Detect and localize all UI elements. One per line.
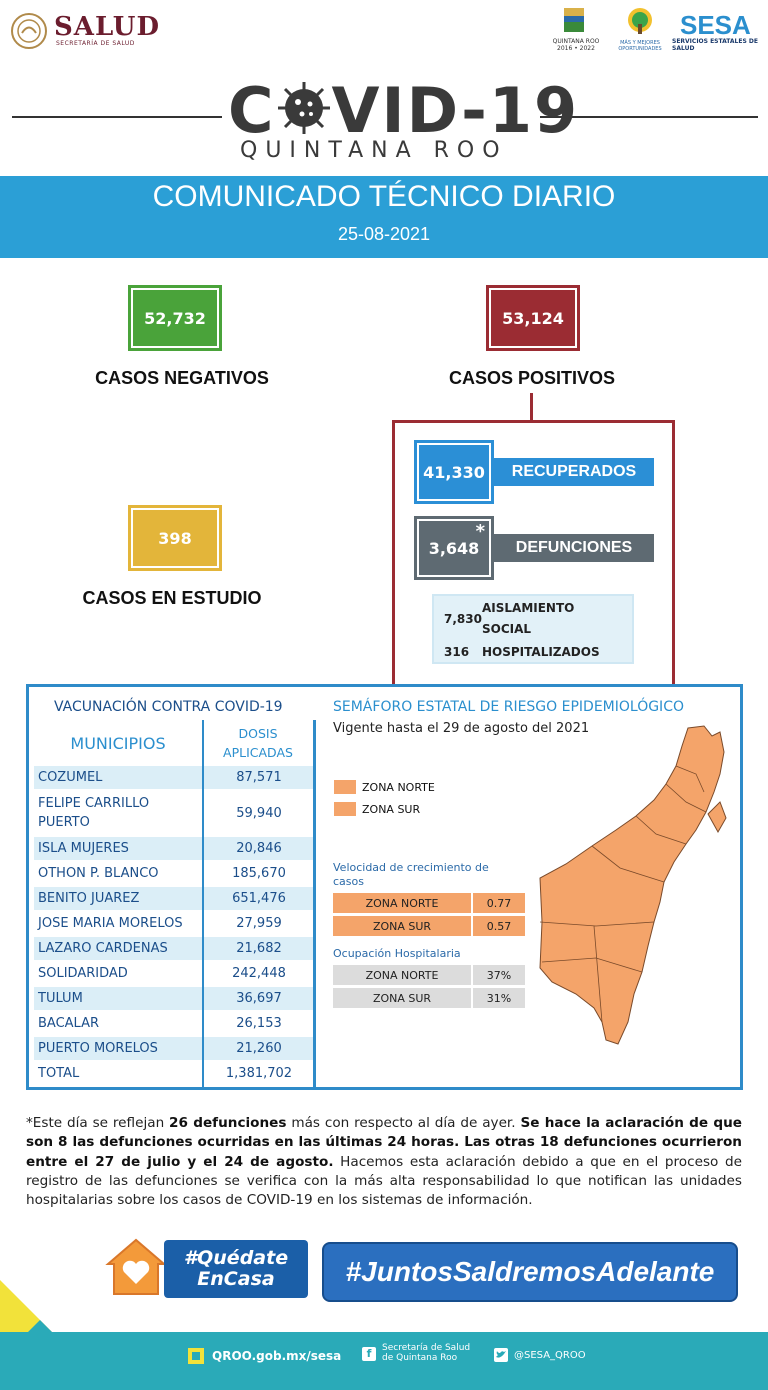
legend-norte [334, 780, 435, 794]
footnote-bold-1: 26 defunciones [169, 1115, 287, 1131]
hospitalizados-label: HOSPITALIZADOS [482, 645, 600, 659]
municipio-cell: JOSE MARIA MORELOS [38, 915, 183, 931]
dosis-cell: 185,670 [202, 862, 314, 885]
dosis-cell: 242,448 [202, 962, 314, 985]
dosis-cell: 21,682 [202, 937, 314, 960]
salud-subtitle: SECRETARÍA DE SALUD [56, 40, 135, 47]
vacunacion-row [34, 766, 314, 791]
velocidad-title: Velocidad de crecimiento de casos [333, 861, 489, 889]
recuperados-label: RECUPERADOS [494, 458, 654, 486]
footer-facebook-label [382, 1344, 470, 1364]
footnote-part-2: más con respecto al día de ayer. [286, 1115, 521, 1131]
col-dosis [202, 720, 314, 766]
dosis-cell: 20,846 [202, 837, 314, 860]
footnote-part-1: *Este día se reflejan [26, 1115, 170, 1131]
ocupacion-row [333, 965, 525, 985]
virus-icon [276, 78, 332, 128]
velocidad-zona: ZONA SUR [333, 916, 471, 936]
vacunacion-title: VACUNACIÓN CONTRA COVID-19 [54, 699, 283, 715]
footer-web[interactable] [186, 1346, 341, 1366]
velocidad-table [333, 893, 525, 939]
municipio-cell: TOTAL [38, 1065, 80, 1081]
ocupacion-valor: 37% [473, 965, 525, 985]
vacunacion-row [34, 1037, 314, 1062]
vacunacion-row [34, 791, 314, 837]
vacunacion-row [34, 912, 314, 937]
dosis-cell: 26,153 [202, 1012, 314, 1035]
dosis-cell: 59,940 [202, 791, 314, 835]
aislamiento-value: 7,830 [444, 612, 482, 626]
quedate-en-casa-badge [164, 1240, 308, 1298]
vacunacion-row [34, 987, 314, 1012]
footnote-bold-2: Se hace la aclaración de que son 8 las defunciones ocurridas en las últimas 24 horas. Las otras 18 defunciones ocurrieron entre el 27 de julio y el 24 de agosto. [26, 1115, 742, 1170]
legend-norte-swatch [334, 780, 356, 794]
positivos-value: 53,124 [491, 290, 575, 346]
quedate-line2: EnCasa [197, 1267, 275, 1290]
velocidad-row [333, 916, 525, 936]
dosis-cell: 1,381,702 [202, 1062, 314, 1085]
dosis-cell: 87,571 [202, 766, 314, 789]
mas-oportunidades-text: MÁS Y MEJORES OPORTUNIDADES [618, 40, 662, 52]
vacunacion-row [34, 1012, 314, 1037]
positivos-connector [530, 393, 533, 421]
ocupacion-zona: ZONA SUR [333, 988, 471, 1008]
footnote [26, 1114, 742, 1210]
sesa-logo-text: SESA [680, 10, 751, 40]
ocupacion-table [333, 965, 525, 1011]
defunciones-value-wrap [419, 521, 489, 575]
municipio-cell: TULUM [34, 987, 202, 1010]
positivos-label: CASOS POSITIVOS [448, 368, 616, 388]
velocidad-row [333, 893, 525, 913]
semaforo-vigente: Vigente hasta el 29 de agosto del 2021 [333, 721, 590, 736]
ocupacion-valor: 31% [473, 988, 525, 1008]
vacunacion-rows [34, 766, 314, 1087]
col-dosis-line1: DOSIS [238, 726, 278, 741]
vacunacion-row [34, 837, 314, 862]
hospitalizados-value: 316 [444, 645, 470, 659]
positivos-box [486, 285, 580, 351]
juntos-saldremos-badge: #JuntosSaldremosAdelante [322, 1242, 738, 1302]
municipio-cell: FELIPE CARRILLO PUERTO [38, 795, 150, 830]
municipio-cell: OTHON P. BLANCO [38, 865, 159, 881]
vacunacion-row [34, 1062, 314, 1087]
dosis-cell: 27,959 [202, 912, 314, 935]
ocupacion-row [333, 988, 525, 1008]
municipio-cell: PUERTO MORELOS [34, 1037, 202, 1060]
negativos-box [128, 285, 222, 351]
quintana-roo-map [536, 722, 732, 1052]
estudio-box [128, 505, 222, 571]
negativos-label: CASOS NEGATIVOS [95, 368, 269, 388]
ocupacion-title: Ocupación Hospitalaria [333, 947, 461, 960]
footer-twitter[interactable] [494, 1348, 586, 1362]
defunciones-asterisk: * [475, 521, 485, 542]
municipio-cell: LAZARO CARDENAS [34, 937, 202, 960]
legend-sur [334, 802, 420, 816]
estudio-value: 398 [133, 510, 217, 566]
footer-facebook-line2: de Quintana Roo [382, 1352, 458, 1363]
qroo-crest-icon [562, 4, 586, 36]
footer-facebook-line1: Secretaría de Salud [382, 1343, 471, 1353]
vacunacion-table-header [34, 720, 314, 766]
title-rule-left [12, 116, 222, 118]
municipio-cell: ISLA MUJERES [34, 837, 202, 860]
region-title: QUINTANA ROO [240, 138, 508, 163]
footnote-part-3: Hacemos esta aclaración debido a que en el proceso de registro de las defunciones se verifica con la más alta responsabilidad lo que notifican las unidades hospitalarias sobre los casos de COVID-19 en los sistemas de información. [26, 1153, 742, 1209]
qroo-subtitle: QUINTANA ROO 2016 • 2022 [552, 38, 600, 52]
aislamiento-label-2: SOCIAL [482, 622, 532, 636]
salud-logo-text: SALUD [54, 12, 161, 42]
twitter-icon [494, 1348, 508, 1362]
aislamiento-label-1: AISLAMIENTO [482, 601, 575, 615]
defunciones-box [414, 516, 494, 580]
vacunacion-row [34, 937, 314, 962]
banner-date: 25-08-2021 [337, 224, 431, 244]
velocidad-valor: 0.77 [473, 893, 525, 913]
col-dosis-line2: APLICADAS [223, 745, 293, 761]
mas-oportunidades-icon [624, 6, 656, 38]
municipio-cell: SOLIDARIDAD [38, 965, 128, 981]
legend-sur-swatch [334, 802, 356, 816]
legend-sur-label: ZONA SUR [362, 802, 421, 816]
house-heart-icon [104, 1234, 168, 1298]
footer-facebook[interactable] [362, 1344, 470, 1364]
defunciones-value: 3,648 [428, 538, 480, 558]
sesa-subtitle: SERVICIOS ESTATALES DE SALUD [672, 38, 758, 52]
velocidad-valor: 0.57 [473, 916, 525, 936]
dosis-cell: 21,260 [202, 1037, 314, 1060]
aislamiento-hospital-box [432, 594, 634, 664]
quedate-line1: #Quédate [183, 1247, 289, 1269]
salud-seal-icon [10, 12, 48, 50]
vac-column-divider [202, 720, 204, 1088]
vacunacion-table [34, 720, 314, 1087]
municipio-cell: BENITO JUAREZ [34, 887, 202, 910]
dosis-cell: 651,476 [202, 887, 314, 910]
facebook-icon: f [362, 1347, 376, 1361]
dosis-cell: 36,697 [202, 987, 314, 1010]
defunciones-label: DEFUNCIONES [494, 534, 654, 562]
col-municipios: MUNICIPIOS [70, 733, 166, 753]
estudio-label: CASOS EN ESTUDIO [82, 588, 262, 608]
velocidad-zona: ZONA NORTE [333, 893, 471, 913]
legend-norte-label: ZONA NORTE [362, 780, 435, 794]
vacunacion-row [34, 962, 314, 987]
vacunacion-row [34, 887, 314, 912]
municipio-cell: BACALAR [38, 1015, 100, 1031]
ocupacion-zona: ZONA NORTE [333, 965, 471, 985]
panel-divider [313, 720, 316, 1088]
municipio-cell: COZUMEL [34, 766, 202, 789]
vacunacion-row [34, 862, 314, 887]
semaforo-title: SEMÁFORO ESTATAL DE RIESGO EPIDEMIOLÓGICO [333, 699, 684, 715]
negativos-value: 52,732 [133, 290, 217, 346]
recuperados-box [414, 440, 494, 504]
footer-web-label: QROO.gob.mx/sesa [212, 1349, 342, 1363]
recuperados-value: 41,330 [419, 445, 489, 499]
banner-title: COMUNICADO TÉCNICO DIARIO [152, 180, 616, 213]
footer-twitter-label: @SESA_QROO [514, 1349, 586, 1361]
covid-title-render: C VID-19 [228, 74, 580, 147]
qroo-web-icon [186, 1346, 206, 1366]
